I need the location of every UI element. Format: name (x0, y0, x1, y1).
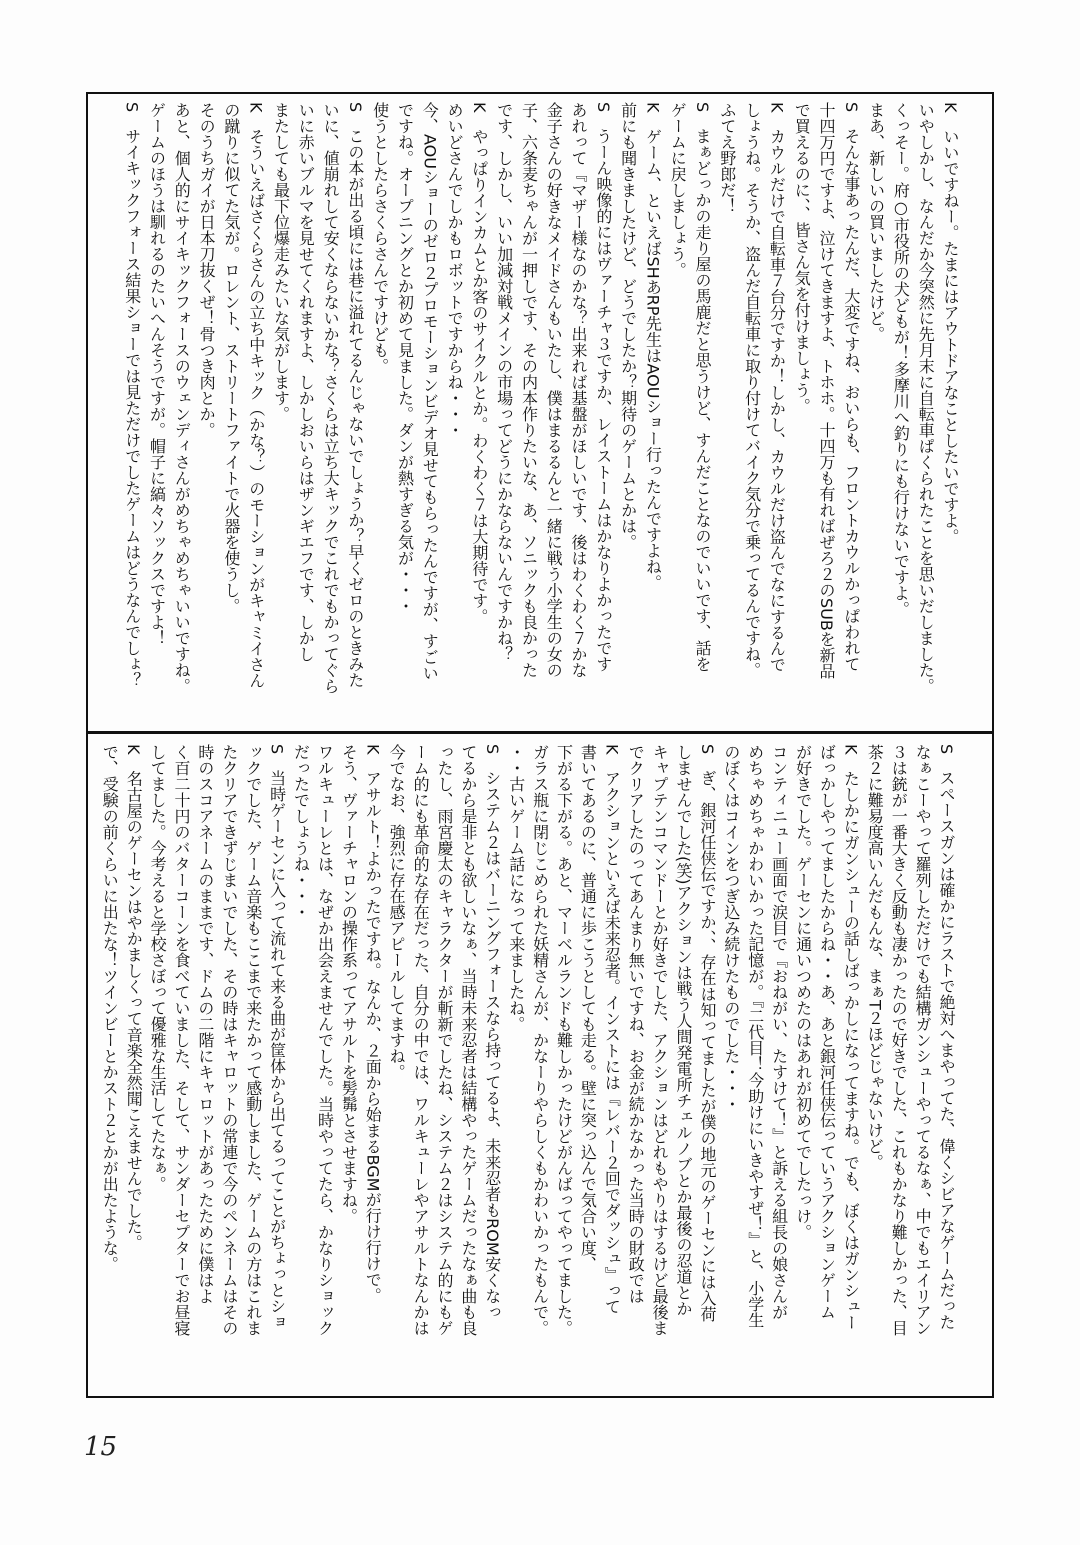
text-column: いに赤いブルマを見せてくれますよ、しかしおいらはザンギエフです、しかし (296, 102, 316, 662)
text-column: 使うとしたらさくらさんですけども。 (370, 102, 390, 374)
text-column: でクリアしたのってあんまり無いですね、お金が続かなかった当時の財政では (626, 744, 646, 1304)
text-column: キャプテンコマンドーとか好きでした、アクションはどれもやりはするけど最後ま (650, 744, 670, 1336)
text-column: そのうちガイが日本刀抜くぜ！骨つき肉とか。 (197, 102, 217, 438)
text-column: 金子さんの好きなメイドさんもいたし、僕はまるるんと一緒に戦う小学生の女の (544, 102, 564, 678)
text-column: ワルキューレとは、なぜか出会えませんでした。当時やってたら、かなりショック (315, 744, 335, 1336)
text-column: あれって『マザー様なのかな？出来れば基盤がほしいです、後はわくわく７かな (569, 102, 589, 678)
text-column: S うーん映像的にはヴァーチャ３ですか、レイストームはかなりよかったです (593, 102, 613, 673)
text-column: S システム２はバーニングフォースなら持ってるよ、未来忍者もROM安くなっ (482, 744, 502, 1320)
text-column: 時のスコアネームのままです、ドムの二階にキャロットがあったために僕はよ (195, 744, 215, 1304)
text-column: S この本が出る頃には巷に溢れてるんじゃないでしょうか？早くゼロのときみた (345, 102, 365, 689)
text-column: S そんな事あったんだ、大変ですね、おいらも、フロントカウルかっぱわれて (841, 102, 861, 673)
text-column: ３は銃が一番大きく反動も凄かったので好きでした、これもかなり難しかった、目 (889, 744, 909, 1336)
text-column: K カウルだけで自転車７台分ですか！しかし、カウルだけ盗んでなにするんで (767, 102, 787, 673)
text-column: 茶２に難易度高いんだもんな、まぁT２ほどじゃないけど。 (865, 744, 885, 1170)
bottom-dialogue-section (97, 744, 958, 1392)
text-column: 今でなお、強烈に存在感アピールしてますね。 (387, 744, 407, 1080)
text-column: S ぎ、銀河任侠伝ですか、、存在は知ってましたが僕の地元のゲーセンには入荷 (697, 744, 717, 1323)
text-column: S まぁどっかの走り屋の馬鹿だと思うけど、すんだことなのでいいです、話を (693, 102, 713, 673)
text-column: 子、六条麦ちゃんが一押しです、その内本作りたいな、あ、ソニックも良かった (519, 102, 539, 678)
text-column: K アサルト！よかったですね。なんか、２面から始まるBGMが行け行けで。 (363, 744, 383, 1304)
text-column: あと、個人的にサイキックフォースのウェンディさんがめちゃめちゃいいですね。 (172, 102, 192, 694)
text-column: しませんでした(笑)アクションは戦う人間発電所チェルノブとか最後の忍道とか (674, 744, 694, 1317)
text-column: 下がる下がる。あと、マーベルランドも難しかったけどがんばってやってました。 (554, 744, 574, 1336)
text-column: たクリアできずじまいでした、その時はキャロットの常連で今のペンネームはその (219, 744, 239, 1336)
text-column: S サイキックフォース結果ショーでは見ただけでしたゲームはどうなんでしょ？ (122, 102, 142, 689)
text-column: 前にも聞きましたけど、どうでしたか？期待のゲームとかは。 (618, 102, 638, 550)
text-column: ゲームのほうは馴れるのたいへんそうですが。帽子に縞々ソックスですよ！ (147, 102, 167, 646)
text-column: なぁこーやって羅列しただけでも結構ガンシューやってるなぁ、中でもエイリアン (913, 744, 933, 1336)
page-number: 15 (84, 1432, 118, 1462)
text-column: そう、ヴァーチャロンの操作系ってアサルトを髣髴とさせますね。 (339, 744, 359, 1224)
text-column: 十四万円ですよ、泣けてきますよ、トホホ。十四万も有ればぜろ２のSUBを新品 (817, 102, 837, 679)
text-column: しょうね。そうか、盗んだ自転車に取り付けてバイク気分で乗ってるんですね。 (742, 102, 762, 678)
text-column: いやしかし、なんだか今突然に先月末に自転車ぱくられたことを思いだしました。 (916, 102, 936, 694)
text-column: K そういえばさくらさんの立ち中キック（かな？）のモーションがキャミイさん (246, 102, 266, 689)
text-column: の蹴りに似てた気が。ロレント、ストリートファイトで火器を使うし。 (221, 102, 241, 614)
top-dialogue-section (119, 102, 962, 726)
text-column: だったでしょうね・・・ (291, 744, 311, 920)
text-column: ふてえ野郎だ！ (717, 102, 737, 214)
text-column: ガラス瓶に閉じこめられた妖精さんが、かなーりやらしくもかわいかったもんで。 (530, 744, 550, 1336)
text-column: 今、AOUショーのゼロ２プロモーションビデオ見せてもらったんですが、すごい (420, 102, 440, 681)
text-column: ックでした、ゲーム音楽もここまで来たかって感動しました、ゲームの方はこれま (243, 744, 263, 1336)
text-column: S 当時ゲーセンに入って流れて来る曲が筐体から出てるってことがちょっとショ (267, 744, 287, 1331)
text-column: K たしかにガンシューの話しばっかしになってますね。でも、ぼくはガンシュー (841, 744, 861, 1331)
text-column: のぼくはコインをつぎ込み続けたものでした・・・ (721, 744, 741, 1112)
text-column: K やっぱりインカムとか客のサイクルとか。わくわく７は大期待です。 (469, 102, 489, 625)
text-column: ・・古いゲーム話になって来ましたね。 (506, 744, 526, 1032)
text-column: してました。今考えると学校さぼって優雅な生活してたなぁ。 (148, 744, 168, 1192)
text-column: いに、値崩れして安くならないかな？さくらは立ち大キックでこれでもかってぐら (321, 102, 341, 694)
text-column: ったし、雨宮慶太のキャラクターが斬新でしたね、システム２はシステム的にもゲ (434, 744, 454, 1336)
text-column: で買えるのに、、皆さん気を付けましょう。 (792, 102, 812, 414)
text-column: です、しかし、いい加減対戦メインの市場ってどうにかならないんですかね？ (494, 102, 514, 662)
text-column: まあ、新しいの買いましたけど。 (866, 102, 886, 342)
text-column: が好きでした。ゲーセンに通いつめたのはあれが初めてでしたっけ。 (793, 744, 813, 1240)
text-column: ーム的にも革命的な存在だった、自分の中では、ワルキューレやアサルトなんかは (411, 744, 431, 1336)
text-column: またしても最下位爆走みたいな気がします。 (271, 102, 291, 422)
section-divider (88, 731, 992, 734)
text-column: ばっかしやってましたからね・・あ、あと銀河任侠伝っていうアクションゲーム (817, 744, 837, 1320)
text-column: K ゲーム、といえばSHあRP先生はAOUショー行ったんですよね。 (643, 102, 663, 591)
text-column: めちゃめちゃかわいかった記憶が。『二代目！今助けにいきやすぜ！』と、小学生 (745, 744, 765, 1328)
text-column: めいどさんでしかもロボットですからね・・・ (445, 102, 465, 438)
text-column: ゲームに戻しましょう。 (668, 102, 688, 278)
text-column: コンティニュー画面で涙目で『おねがい、たすけて！』と訴える組長の娘さんが (769, 744, 789, 1320)
text-column: くっそー。府○市役所の犬どもが！多摩川へ釣りにも行けないですよ。 (891, 102, 911, 617)
text-column: K いいですねー。たまにはアウトドアなことしたいですよ。 (941, 102, 960, 545)
text-column: 書いてあるのに、普通に歩こうとしても走る。壁に突っ込んで気合い度、 (578, 744, 598, 1272)
text-column: で、受験の前くらいに出たな！ツインビーとかスト２とかが出たような。 (100, 744, 120, 1272)
text-column: K 名古屋のゲーセンはやかましくって音楽全然聞こえませんでした。 (124, 744, 144, 1251)
text-column: K アクションといえば未来忍者。インストには『レバー２回でダッシュ』って (602, 744, 622, 1315)
text-column: ですね。オープニングとか初めて見ました。ダンが熱すぎる気が・・・ (395, 102, 415, 614)
text-column: S スペースガンは確かにラストで絶対へまやってた、偉くシビアなゲームだった (937, 744, 956, 1331)
text-column: く百二十円のバターコーンを食べていました、そして、サンダーセプターでお昼寝 (172, 744, 191, 1336)
text-column: てるから是非とも欲しいなぁ、当時未来忍者は結構やったゲームだったなぁ曲も良 (458, 744, 478, 1336)
